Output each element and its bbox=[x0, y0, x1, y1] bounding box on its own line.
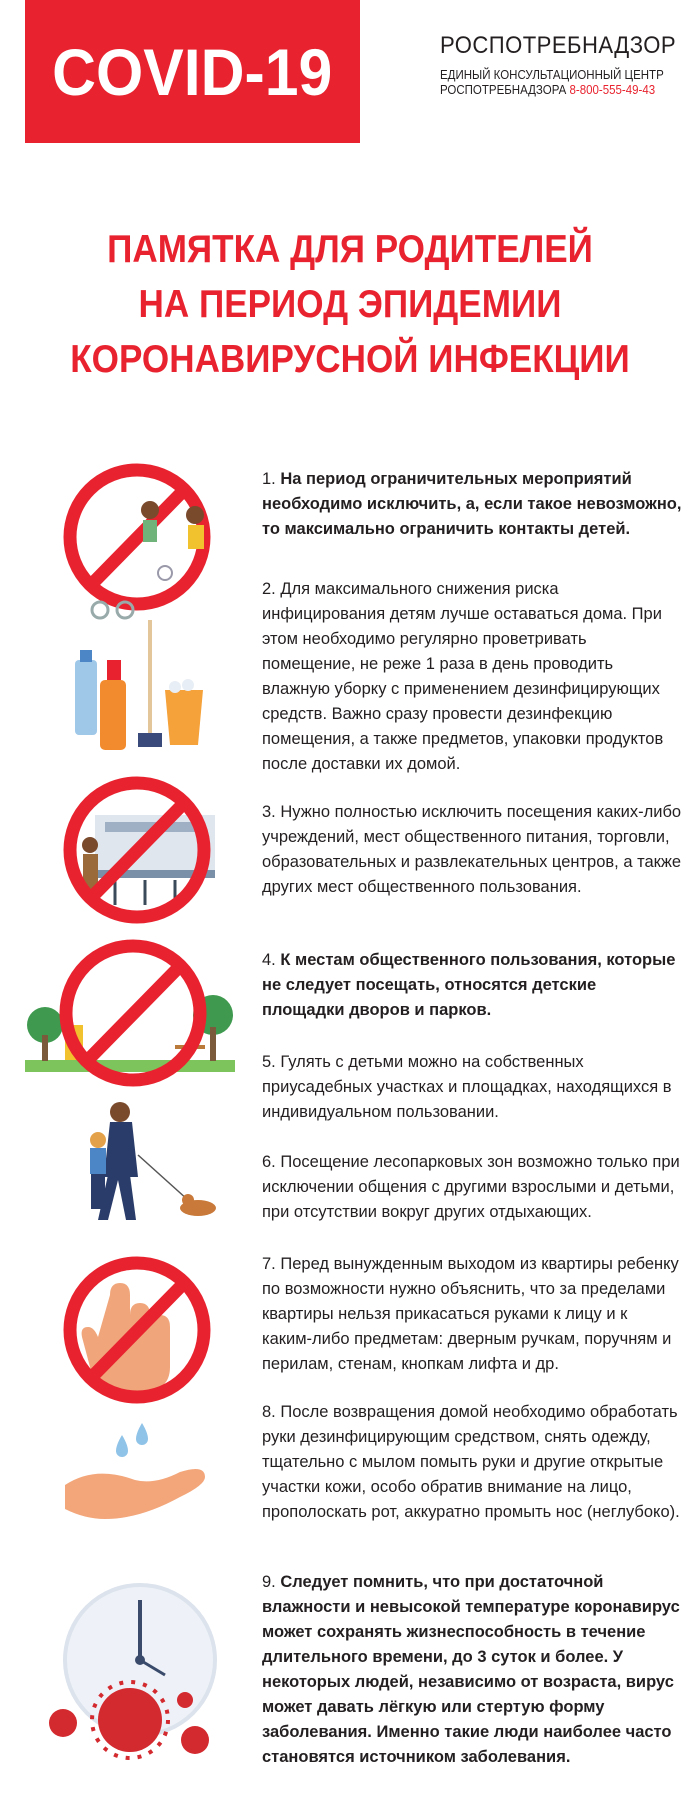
family-walk-icon bbox=[60, 1100, 230, 1230]
covid-badge bbox=[25, 0, 360, 143]
item-8-number: 8. bbox=[262, 1403, 281, 1421]
title-line1: ПАМЯТКА ДЛЯ РОДИТЕЛЕЙ bbox=[107, 228, 593, 271]
item-3 bbox=[262, 800, 682, 900]
item-3-number: 3. bbox=[262, 803, 281, 821]
item-4-bold: К местам общественного пользования, которые не следует посещать, относятся детские площадки дворов и парков. bbox=[262, 951, 676, 1019]
item-5-number: 5. bbox=[262, 1053, 281, 1071]
org-name: РОСПОТРЕБНАДЗОР bbox=[440, 32, 677, 59]
covid-badge-text: COVID-19 bbox=[52, 34, 333, 109]
clock-virus-icon bbox=[35, 1575, 225, 1780]
item-4 bbox=[262, 948, 682, 1023]
item-3-text: Нужно полностью исключить посещения каких-либо учреждений, мест общественного питания, торговли, образовательных и развлекательных центров, а также других мест общественного пользования. bbox=[262, 803, 682, 896]
org-line2: РОСПОТРЕБНАДЗОРА bbox=[440, 83, 567, 97]
item-7-text: Перед вынужденным выходом из квартиры ребенку по возможности нужно объяснить, что за пределами квартиры нельзя прикасаться руками к лицу и к каким-либо предметам: дверным ручкам, поручням и перилам, стенам, кнопкам лифта и др. bbox=[262, 1255, 679, 1373]
item-6-text: Посещение лесопарковых зон возможно только при исключении общения с другими взрослыми и детьми, при отсутствии вокруг других отдыхающих. bbox=[262, 1153, 680, 1221]
item-1-number: 1. bbox=[262, 470, 281, 488]
item-5-text: Гулять с детьми можно на собственных приусадебных участках и площадках, находящихся в индивидуальном пользовании. bbox=[262, 1053, 672, 1121]
item-2-text: Для максимального снижения риска инфицирования детям лучше оставаться дома. При этом необходимо регулярно проветривать помещение, не реже 1 раза в день проводить влажную уборку с применением дезинфицирующих средств. Важно сразу провести дезинфекцию помещения, а также предметов, упаковки продуктов после доставки их домой. bbox=[262, 580, 664, 773]
no-touch-hand-icon bbox=[55, 1250, 220, 1410]
no-public-places-icon bbox=[55, 770, 230, 930]
item-7-number: 7. bbox=[262, 1255, 281, 1273]
item-5 bbox=[262, 1050, 682, 1125]
no-playground-icon bbox=[25, 935, 235, 1095]
hand-sanitizer-icon bbox=[60, 1415, 220, 1525]
title-line3: КОРОНАВИРУСНОЙ ИНФЕКЦИИ bbox=[70, 338, 630, 381]
item-1-bold: На период ограничительных мероприятий необходимо исключить, а, если такое невозможно, то максимально ограничить контакты детей. bbox=[262, 470, 682, 538]
hotline-phone[interactable]: 8-800-555-49-43 bbox=[569, 83, 656, 97]
header bbox=[0, 0, 700, 160]
org-block bbox=[440, 32, 680, 98]
item-8-text: После возвращения домой необходимо обработать руки дезинфицирующим средством, снять одежду, тщательно с мылом помыть руки и другие открытые участки кожи, особо обратив внимание на лицо, прополоскать рот, аккуратно промыть нос (неглубоко). bbox=[262, 1403, 680, 1521]
item-9-bold: Следует помнить, что при достаточной влажности и невысокой температуре коронавирус может сохранять жизнеспособность в течение длительного времени, до 3 суток и более. У некоторых людей, независимо от возраста, вирус может давать лёгкую или стертую форму заболевания. Именно такие люди наиболее часто становятся источником заболевания. bbox=[262, 1573, 680, 1766]
item-2-number: 2. bbox=[262, 580, 281, 598]
item-6 bbox=[262, 1150, 682, 1225]
cleaning-supplies-icon bbox=[55, 615, 205, 765]
item-9-number: 9. bbox=[262, 1573, 281, 1591]
item-7 bbox=[262, 1252, 682, 1377]
item-6-number: 6. bbox=[262, 1153, 281, 1171]
item-8 bbox=[262, 1400, 682, 1525]
item-4-number: 4. bbox=[262, 951, 281, 969]
org-line1: ЕДИНЫЙ КОНСУЛЬТАЦИОННЫЙ ЦЕНТР bbox=[440, 68, 664, 82]
title-line2: НА ПЕРИОД ЭПИДЕМИИ bbox=[138, 283, 562, 326]
item-1 bbox=[262, 467, 682, 542]
no-child-contact-icon bbox=[55, 455, 240, 630]
org-subtitle bbox=[440, 68, 664, 98]
page-title bbox=[0, 222, 700, 387]
item-9 bbox=[262, 1570, 682, 1770]
item-2 bbox=[262, 577, 682, 777]
